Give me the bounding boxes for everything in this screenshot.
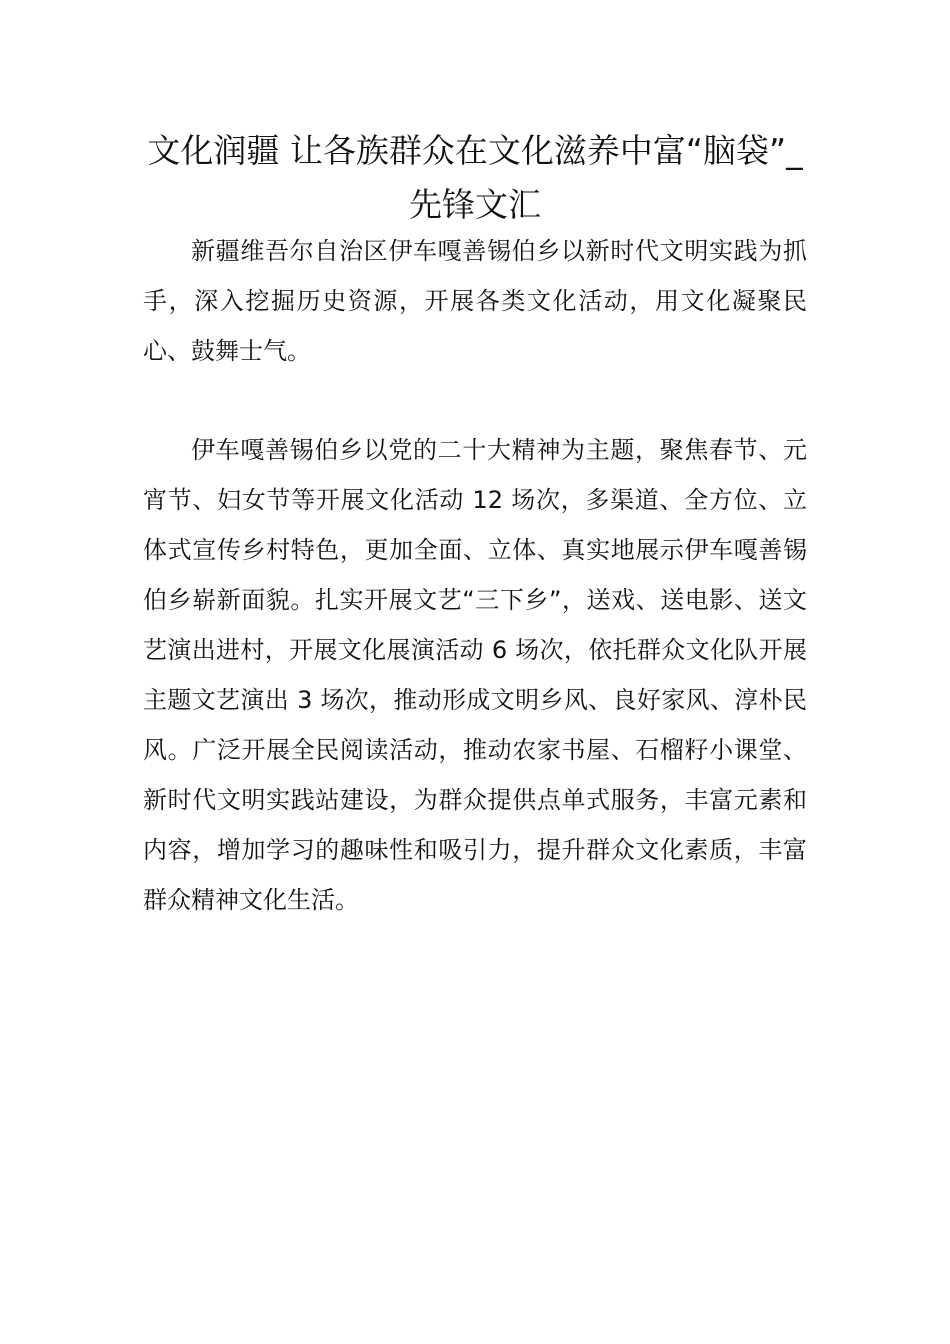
document-title: 文化润疆 让各族群众在文化滋养中富“脑袋”_先锋文汇: [147, 131, 803, 224]
paragraph-activities: 伊车嘎善锡伯乡以党的二十大精神为主题，聚焦春节、元宵节、妇女节等开展文化活动 12 场次，多渠道、全方位、立体式宣传乡村特色，更加全面、立体、真实地展示伊车嘎善锡伯乡崭新面貌。扎实开展文艺“三下乡”，送戏、送电影、送文艺演出进村，开展文化展演活动 6 场次，依托群众文化队开展主题文艺演出 3 场次，推动形成文明乡风、良好家风、淳朴民风。广泛开展全民阅读活动，推动农家书屋、石榴籽小课堂、新时代文明实践站建设，为群众提供点单式服务，丰富元素和内容，增加学习的趣味性和吸引力，提升群众文化素质，丰富群众精神文化生活。: [143, 436, 807, 914]
paragraph-intro: 新疆维吾尔自治区伊车嘎善锡伯乡以新时代文明实践为抓手，深入挖掘历史资源，开展各类文化活动，用文化凝聚民心、鼓舞士气。: [143, 237, 807, 365]
